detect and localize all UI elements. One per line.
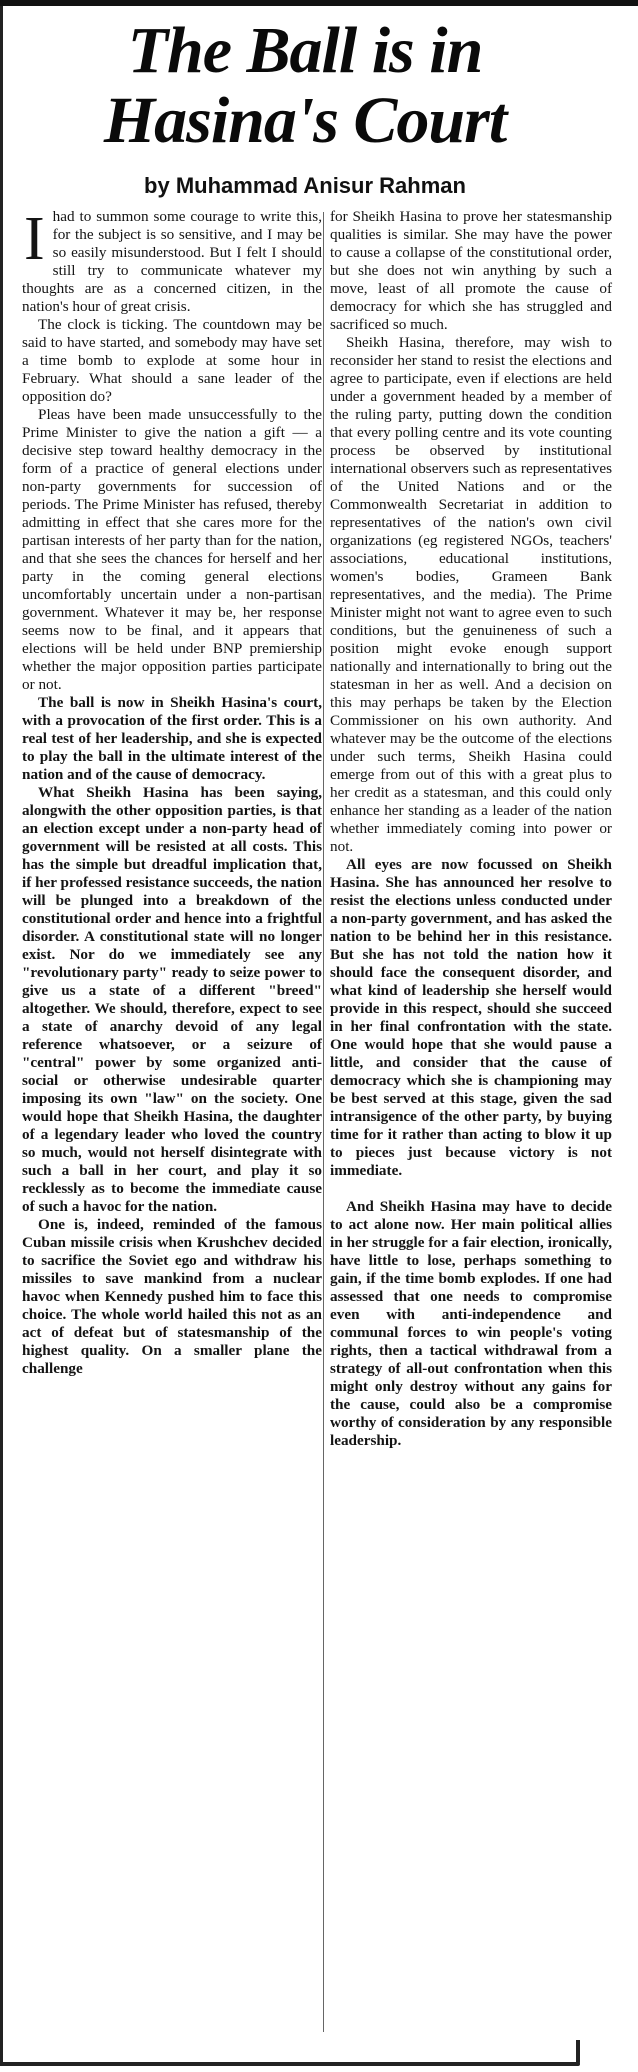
paragraph-4: The ball is now in Sheikh Hasina's court, with a provocation of the first order. This is a real test of her leadership, and she is expected to play the ball in the ultimate interest of the nation and of the cause of democracy. bbox=[22, 694, 322, 783]
paragraph-1 bbox=[22, 205, 322, 316]
right-column bbox=[330, 208, 612, 1450]
paragraph-5: What Sheikh Hasina has been saying, alongwith the other opposition parties, is that an election except under a non-party head of government will be resisted at all costs. This has the simple but dreadful implication that, if her professed resistance succeeds, the nation will be plunged into a breakdown of the constitutional order and hence into a frightful disorder. A constitutional state will no longer exist. Nor do we immediately see any "revolutionary party" ready to seize power to give us a state of a different "breed" altogether. We should, therefore, expect to see a state of anarchy devoid of any legal reference whatsoever, or a seizure of "central" power by some organized anti-social or otherwise undesirable quarter imposing its own "law" on the society. One would hope that Sheikh Hasina, the daughter of a legendary leader who loved the country so much, would not herself disintegrate with such a ball in her court, and play it so recklessly as to become the immediate cause of such a havoc for the nation. bbox=[22, 784, 322, 1215]
corner-border-rule bbox=[576, 2040, 580, 2066]
byline: by Muhammad Anisur Rahman bbox=[144, 173, 466, 198]
left-column bbox=[22, 205, 322, 1378]
paragraph-3: Pleas have been made unsuccessfully to the Prime Minister to give the nation a gift — a decisive step toward healthy democracy in the form of a practice of general elections under non-party governments for succession of periods. The Prime Minister has refused, thereby admitting in effect that she cares more for the partisan interests of her party than for the nation, and that she sees the chances for herself and her party in the coming general elections uncomfortably uncertain under a non-partisan government. Whatever it may be, her response seems now to be final, and it appears that elections will be held under BNP premiership whether the major opposition parties participate or not. bbox=[22, 406, 322, 693]
paragraph-6-continued: for Sheikh Hasina to prove her statesmanship qualities is similar. She may have the power to cause a collapse of the constitutional order, but she does not win anything by such a move, least of all promote the cause of democracy for which she has struggled and sacrificed so much. bbox=[330, 208, 612, 333]
paragraph-6: One is, indeed, reminded of the famous Cuban missile crisis when Krushchev decided to sacrifice the Soviet ego and withdraw his missiles to save mankind from a nuclear havoc when Kennedy pushed him to face this choice. The whole world hailed this not as an act of defeat but of statesmanship of the highest quality. On a smaller plane the challenge bbox=[22, 1216, 322, 1377]
top-rule bbox=[0, 0, 638, 6]
headline-line-2: Hasina's Court bbox=[103, 84, 507, 157]
paragraph-8: All eyes are now focussed on Sheikh Hasina. She has announced her resolve to resist the elections unless conducted under a non-party government, and has asked the nation to be behind her in this resistance. But she has not told the nation how it should face the consequent disorder, and what kind of leadership she herself would provide in this respect, should she succeed in her final confrontation with the state. One would hope that she would pause a little, and consider that the cause of democracy which she is championing may be best served at this stage, given the sad intransigence of the other party, by buying time for it rather than acting to blow it up to pieces just because victory is not immediate. bbox=[330, 856, 612, 1179]
paragraph-1-text: had to summon some courage to write this, for the subject is so sensitive, and I may be so easily misunderstood. But I felt I should still try to communicate whatever my thoughts are as a concerned citizen, in the nation's hour of great crisis. bbox=[22, 208, 322, 315]
headline-line-1: The Ball is in bbox=[127, 14, 483, 87]
headline bbox=[20, 16, 590, 156]
drop-cap: I bbox=[24, 205, 45, 273]
bottom-border-rule bbox=[0, 2062, 580, 2066]
paragraph-2: The clock is ticking. The countdown may be said to have started, and somebody may have set a time bomb to explode at some hour in February. What should a sane leader of the opposition do? bbox=[22, 316, 322, 405]
left-border-rule bbox=[0, 6, 3, 2066]
column-divider bbox=[323, 212, 324, 2032]
paragraph-9: And Sheikh Hasina may have to decide to act alone now. Her main political allies in her struggle for a fair election, ironically, have little to lose, perhaps something to gain, if the time bomb explodes. If one had assessed that one needs to compromise even with anti-independence and communal forces to win people's voting rights, then a tactical withdrawal from a strategy of all-out confrontation when this might only destroy without any gains for the cause, could also be a compromise worthy of consideration by any responsible leadership. bbox=[330, 1198, 612, 1449]
paragraph-7: Sheikh Hasina, therefore, may wish to reconsider her stand to resist the elections and agree to participate, even if elections are held under a government headed by a member of the ruling party, putting down the condition that every polling centre and its vote counting process be observed by institutional international observers such as representatives of the United Nations and or the Commonwealth Secretariat in addition to representatives of the nation's own civil organizations (eg registered NGOs, teachers' associations, educational institutions, women's bodies, Grameen Bank representatives, and the media). The Prime Minister might not want to agree even to such conditions, but the genuineness of such a position might evoke enough support nationally and internationally to bring out the statesman in her as well. And a decision on this may perhaps be taken by the Election Commissioner on his own authority. And whatever may be the outcome of the elections under such terms, Sheikh Hasina could emerge from out of this with a great plus to her credit as a statesman, and this could only enhance her standing as a leader of the nation whether immediately coming into power or not. bbox=[330, 334, 612, 855]
